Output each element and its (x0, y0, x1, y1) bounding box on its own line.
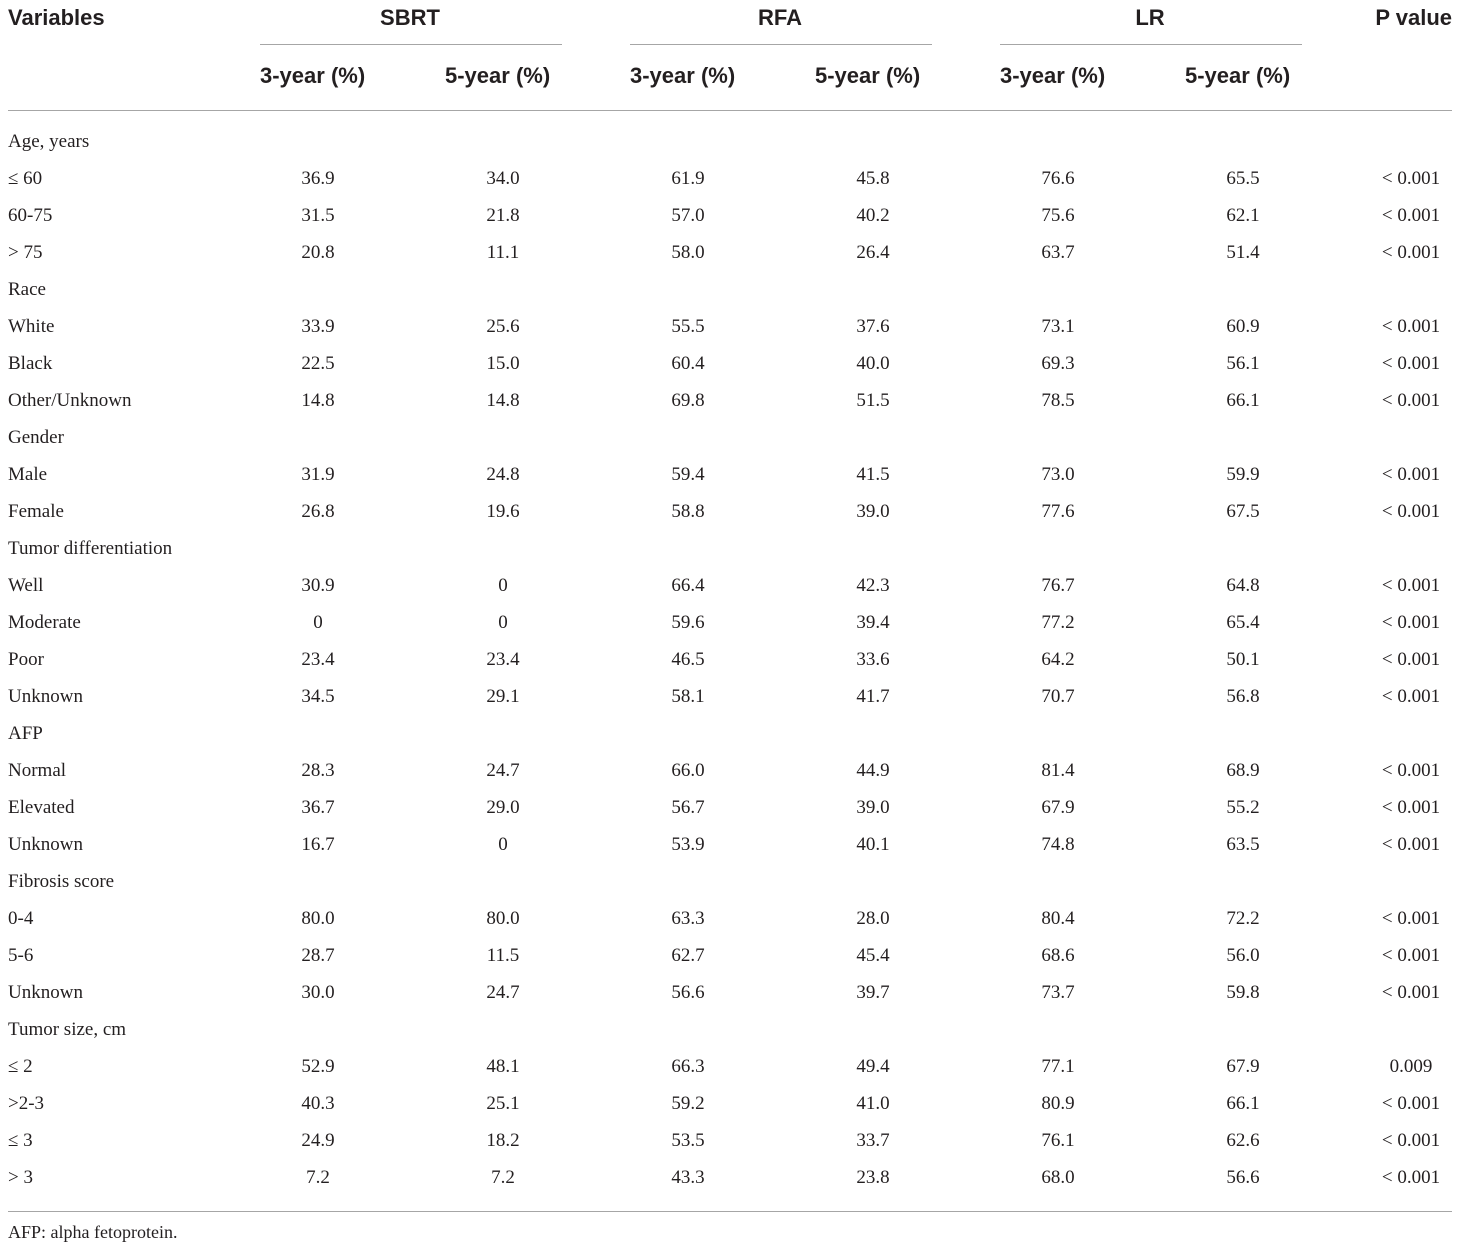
table-cell: 64.2 (1041, 649, 1075, 670)
table-cell: 34.0 (486, 168, 520, 189)
header-rule (8, 110, 1452, 111)
table-cell: 21.8 (486, 205, 520, 226)
row-label: ≤ 2 (8, 1056, 33, 1077)
section-label: Tumor differentiation (8, 538, 173, 559)
table-cell: 66.4 (671, 575, 705, 596)
table-cell: 28.3 (301, 760, 335, 781)
table-cell: 76.6 (1041, 168, 1075, 189)
subheader-sbrt-5yr: 5-year (%) (445, 63, 551, 88)
p-value-cell: 0.009 (1389, 1056, 1433, 1077)
table-cell: 50.1 (1226, 649, 1260, 670)
table-cell: 39.7 (856, 982, 890, 1003)
row-label: Male (8, 464, 48, 485)
section-label: Age, years (8, 131, 90, 152)
table-cell: 59.4 (671, 464, 705, 485)
p-value-cell: < 0.001 (1381, 205, 1441, 226)
table-cell: 15.0 (486, 353, 520, 374)
section-label: Fibrosis score (8, 871, 115, 892)
table-cell: 55.5 (671, 316, 705, 337)
table-cell: 49.4 (856, 1056, 890, 1077)
table-cell: 23.8 (856, 1167, 890, 1188)
table-cell: 56.6 (671, 982, 705, 1003)
table-cell: 24.8 (486, 464, 520, 485)
table-cell: 45.4 (856, 945, 890, 966)
table-bottom-rule (8, 1211, 1452, 1212)
table-cell: 0 (498, 612, 508, 633)
p-value-cell: < 0.001 (1381, 168, 1441, 189)
group-underline-lr (1000, 44, 1302, 45)
p-value-cell: < 0.001 (1381, 760, 1441, 781)
table-cell: 67.9 (1041, 797, 1075, 818)
table-cell: 22.5 (301, 353, 335, 374)
row-label: Well (8, 575, 44, 596)
section-label: AFP (8, 723, 43, 744)
table-cell: 62.1 (1226, 205, 1260, 226)
table-cell: 74.8 (1041, 834, 1075, 855)
table-cell: 56.0 (1226, 945, 1260, 966)
table-cell: 51.4 (1226, 242, 1260, 263)
table-cell: 77.6 (1041, 501, 1075, 522)
row-label: Unknown (8, 834, 83, 855)
p-value-cell: < 0.001 (1381, 501, 1441, 522)
p-value-cell: < 0.001 (1381, 945, 1441, 966)
table-cell: 14.8 (486, 390, 520, 411)
table-cell: 55.2 (1226, 797, 1260, 818)
table-cell: 77.2 (1041, 612, 1075, 633)
table-cell: 7.2 (306, 1167, 330, 1188)
table-cell: 43.3 (671, 1167, 705, 1188)
p-value-cell: < 0.001 (1381, 390, 1441, 411)
header-group-rfa: RFA (758, 5, 802, 30)
row-label: 0-4 (8, 908, 34, 929)
table-cell: 52.9 (301, 1056, 335, 1077)
table-cell: 29.0 (486, 797, 520, 818)
table-cell: 45.8 (856, 168, 890, 189)
row-label: 5-6 (8, 945, 34, 966)
table-cell: 25.6 (486, 316, 520, 337)
p-value-cell: < 0.001 (1381, 1093, 1441, 1114)
table-cell: 68.6 (1041, 945, 1075, 966)
table-cell: 30.0 (301, 982, 335, 1003)
table-cell: 20.8 (301, 242, 335, 263)
table-cell: 41.0 (856, 1093, 890, 1114)
header-p-value: P value (1375, 5, 1452, 30)
table-cell: 53.9 (671, 834, 705, 855)
table-cell: 63.5 (1226, 834, 1260, 855)
row-label: Poor (8, 649, 44, 670)
table-cell: 23.4 (301, 649, 335, 670)
table-cell: 73.7 (1041, 982, 1075, 1003)
table-cell: 7.2 (491, 1167, 515, 1188)
table-cell: 46.5 (671, 649, 705, 670)
table-cell: 63.3 (671, 908, 705, 929)
row-label: Unknown (8, 982, 83, 1003)
table-cell: 60.9 (1226, 316, 1260, 337)
row-label: ≤ 60 (8, 168, 43, 189)
table-cell: 77.1 (1041, 1056, 1075, 1077)
subheader-lr-3yr: 3-year (%) (1000, 63, 1106, 88)
table-cell: 23.4 (486, 649, 520, 670)
table-cell: 68.0 (1041, 1167, 1075, 1188)
row-label: ≤ 3 (8, 1130, 33, 1151)
table-cell: 41.5 (856, 464, 890, 485)
table-cell: 39.0 (856, 501, 890, 522)
table-cell: 73.1 (1041, 316, 1075, 337)
row-label: >2-3 (8, 1093, 45, 1114)
table-cell: 25.1 (486, 1093, 520, 1114)
table-cell: 40.1 (856, 834, 890, 855)
table-cell: 41.7 (856, 686, 890, 707)
table-cell: 18.2 (486, 1130, 520, 1151)
table-cell: 70.7 (1041, 686, 1075, 707)
table-cell: 11.5 (486, 945, 520, 966)
p-value-cell: < 0.001 (1381, 908, 1441, 929)
table-cell: 28.0 (856, 908, 890, 929)
row-label: Black (8, 353, 53, 374)
table-cell: 28.7 (301, 945, 335, 966)
p-value-cell: < 0.001 (1381, 1167, 1441, 1188)
table-cell: 59.8 (1226, 982, 1260, 1003)
table-cell: 59.6 (671, 612, 705, 633)
table-cell: 53.5 (671, 1130, 705, 1151)
table-cell: 60.4 (671, 353, 705, 374)
table-cell: 34.5 (301, 686, 335, 707)
table-cell: 63.7 (1041, 242, 1075, 263)
subheader-lr-5yr: 5-year (%) (1185, 63, 1291, 88)
table-cell: 67.5 (1226, 501, 1260, 522)
table-cell: 78.5 (1041, 390, 1075, 411)
section-label: Race (8, 279, 46, 300)
table-cell: 44.9 (856, 760, 890, 781)
table-cell: 80.0 (486, 908, 520, 929)
p-value-cell: < 0.001 (1381, 834, 1441, 855)
p-value-cell: < 0.001 (1381, 316, 1441, 337)
row-label: Female (8, 501, 64, 522)
group-underline-rfa (630, 44, 932, 45)
group-underline-sbrt (260, 44, 562, 45)
p-value-cell: < 0.001 (1381, 982, 1441, 1003)
table-cell: 66.3 (671, 1056, 705, 1077)
p-value-cell: < 0.001 (1381, 575, 1441, 596)
subheader-rfa-3yr: 3-year (%) (630, 63, 736, 88)
table-cell: 66.1 (1226, 1093, 1260, 1114)
section-label: Tumor size, cm (8, 1019, 127, 1040)
row-label: Normal (8, 760, 67, 781)
table-cell: 67.9 (1226, 1056, 1260, 1077)
table-cell: 57.0 (671, 205, 705, 226)
table-cell: 69.3 (1041, 353, 1075, 374)
header-group-lr: LR (1135, 5, 1165, 30)
table-cell: 56.6 (1226, 1167, 1260, 1188)
table-cell: 37.6 (856, 316, 890, 337)
table-cell: 33.9 (301, 316, 335, 337)
table-cell: 24.7 (486, 982, 520, 1003)
row-label: Moderate (8, 612, 81, 633)
table-cell: 72.2 (1226, 908, 1260, 929)
table-cell: 30.9 (301, 575, 335, 596)
table-cell: 31.9 (301, 464, 335, 485)
table-cell: 14.8 (301, 390, 335, 411)
p-value-cell: < 0.001 (1381, 1130, 1441, 1151)
table-cell: 0 (498, 834, 508, 855)
table-cell: 33.7 (856, 1130, 890, 1151)
table-cell: 61.9 (671, 168, 705, 189)
p-value-cell: < 0.001 (1381, 242, 1441, 263)
table-cell: 76.7 (1041, 575, 1075, 596)
p-value-cell: < 0.001 (1381, 353, 1441, 374)
table-cell: 36.7 (301, 797, 335, 818)
table-cell: 42.3 (856, 575, 890, 596)
table-cell: 75.6 (1041, 205, 1075, 226)
row-label: Other/Unknown (8, 390, 132, 411)
row-label: 60-75 (8, 205, 53, 226)
table-cell: 36.9 (301, 168, 335, 189)
table-cell: 68.9 (1226, 760, 1260, 781)
subheader-rfa-5yr: 5-year (%) (815, 63, 921, 88)
table-cell: 0 (498, 575, 508, 596)
table-cell: 56.8 (1226, 686, 1260, 707)
p-value-cell: < 0.001 (1381, 686, 1441, 707)
table-cell: 24.7 (486, 760, 520, 781)
row-label: White (8, 316, 55, 337)
p-value-cell: < 0.001 (1381, 612, 1441, 633)
table-cell: 48.1 (486, 1056, 520, 1077)
row-label: > 3 (8, 1167, 33, 1188)
table-cell: 24.9 (301, 1130, 335, 1151)
table-cell: 16.7 (301, 834, 335, 855)
table-cell: 80.4 (1041, 908, 1075, 929)
table-cell: 62.7 (671, 945, 705, 966)
table-cell: 80.0 (301, 908, 335, 929)
table-cell: 62.6 (1226, 1130, 1260, 1151)
table-cell: 11.1 (486, 242, 520, 263)
table-cell: 40.0 (856, 353, 890, 374)
table-cell: 26.4 (856, 242, 890, 263)
table-cell: 29.1 (486, 686, 520, 707)
section-label: Gender (8, 427, 64, 448)
table-cell: 58.1 (671, 686, 705, 707)
header-variables: Variables (8, 5, 105, 30)
table-cell: 58.8 (671, 501, 705, 522)
table-cell: 40.2 (856, 205, 890, 226)
table-cell: 73.0 (1041, 464, 1075, 485)
table-cell: 31.5 (301, 205, 335, 226)
table-cell: 39.0 (856, 797, 890, 818)
table-cell: 69.8 (671, 390, 705, 411)
table-cell: 81.4 (1041, 760, 1075, 781)
table-cell: 58.0 (671, 242, 705, 263)
table-cell: 59.9 (1226, 464, 1260, 485)
table-cell: 66.0 (671, 760, 705, 781)
table-cell: 56.7 (671, 797, 705, 818)
table-cell: 65.4 (1226, 612, 1260, 633)
table-cell: 66.1 (1226, 390, 1260, 411)
table-cell: 65.5 (1226, 168, 1260, 189)
table-cell: 59.2 (671, 1093, 705, 1114)
header-group-sbrt: SBRT (380, 5, 440, 30)
subheader-sbrt-3yr: 3-year (%) (260, 63, 366, 88)
row-label: > 75 (8, 242, 43, 263)
table-cell: 0 (313, 612, 323, 633)
table-cell: 76.1 (1041, 1130, 1075, 1151)
table-cell: 26.8 (301, 501, 335, 522)
table-cell: 80.9 (1041, 1093, 1075, 1114)
table-cell: 39.4 (856, 612, 890, 633)
table-cell: 56.1 (1226, 353, 1260, 374)
table-cell: 40.3 (301, 1093, 335, 1114)
table-cell: 51.5 (856, 390, 890, 411)
footnote: AFP: alpha fetoprotein. (8, 1222, 178, 1242)
p-value-cell: < 0.001 (1381, 649, 1441, 670)
row-label: Elevated (8, 797, 75, 818)
row-label: Unknown (8, 686, 83, 707)
table-cell: 19.6 (486, 501, 520, 522)
p-value-cell: < 0.001 (1381, 797, 1441, 818)
p-value-cell: < 0.001 (1381, 464, 1441, 485)
table-cell: 64.8 (1226, 575, 1260, 596)
table-cell: 33.6 (856, 649, 890, 670)
